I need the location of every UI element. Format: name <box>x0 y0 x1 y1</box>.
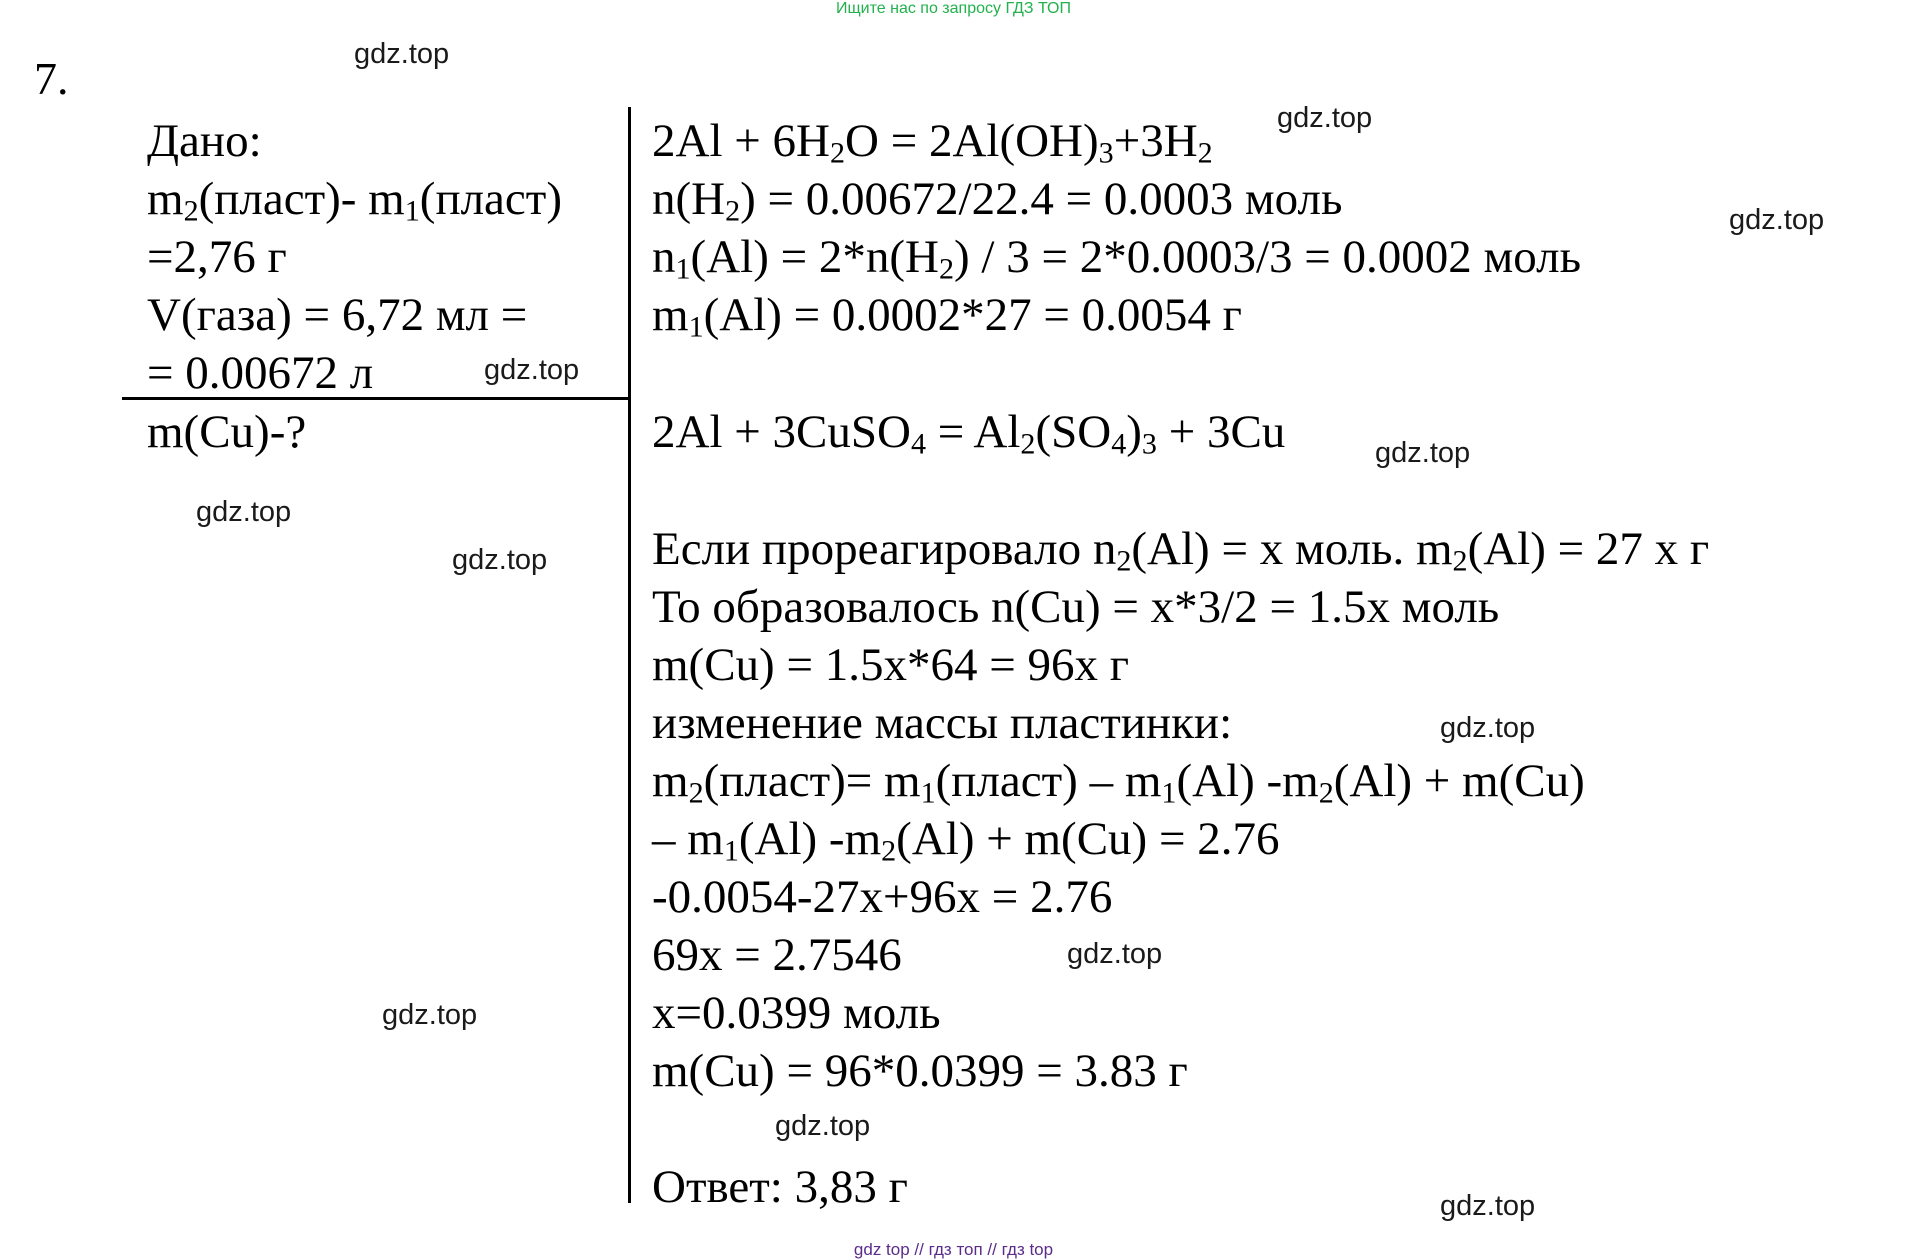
given-gas-volume-l: = 0.00672 л <box>147 347 374 399</box>
watermark: gdz.top <box>484 354 580 386</box>
watermark: gdz.top <box>354 38 450 70</box>
find-label: m(Cu)-? <box>147 406 307 458</box>
watermark: gdz.top <box>382 999 478 1031</box>
mass-change-label: изменение массы пластинки: <box>652 697 1233 749</box>
given-mass-value: =2,76 г <box>147 231 287 283</box>
n-h2-line: $n(H_2) = 0.00672/22.4 = 0.0003$ моль <box>652 173 1343 228</box>
footer-links[interactable]: gdz top // гдз топ // гдз top <box>853 1240 1054 1259</box>
m-cu-line: m(Cu) = 1.5x*64 = 96x г <box>652 639 1129 691</box>
top-banner[interactable]: Ищите нас по запросу ГДЗ ТОП <box>836 0 1071 17</box>
result-line: m(Cu) = 96*0.0399 = 3.83 г <box>652 1045 1188 1097</box>
formed-line: То образовалось n(Cu) = x*3/2 = 1.5x моль <box>652 581 1500 633</box>
equation-1: $2Al + 6H_2O = 2Al(OH)_3+3H_2$ <box>652 115 1213 170</box>
simplified-equation: 69x = 2.7546 <box>652 929 902 981</box>
given-gas-volume: V(газа) = 6,72 мл = <box>147 289 528 341</box>
linear-equation: -0.0054-27x+96x = 2.76 <box>652 871 1113 923</box>
x-value: x=0.0399 моль <box>652 987 941 1039</box>
watermark: gdz.top <box>1277 102 1373 134</box>
watermark: gdz.top <box>196 496 292 528</box>
n1-al-line: $n_1(Al) = 2*n(H_2) / 3 = 2*0.0003/3 = 0.0002$ моль <box>652 231 1582 286</box>
m1-al-line: $m_1(Al) = 0.0002*27 = 0.0054$ г <box>652 289 1242 344</box>
answer: Ответ: 3,83 г <box>652 1161 908 1213</box>
plate-mass-line: $m_2(пласт)=$ $m_1(пласт) - m_1(Al) -m_2(Al) + m(Cu)$ <box>652 755 1585 810</box>
watermark: gdz.top <box>1440 712 1536 744</box>
watermark: gdz.top <box>1729 204 1825 236</box>
given-title: Дано: <box>147 115 262 167</box>
difference-line: – $m_1(Al) -m_2(Al) + m(Cu) = 2.76$ <box>652 813 1280 868</box>
vertical-divider <box>628 107 631 1203</box>
watermark: gdz.top <box>452 544 548 576</box>
equation-2: 2Al + 3CuSO$_4$ = $Al_2(SO_4)_3 + 3Cu$ <box>652 406 1286 461</box>
given-mass-diff: $m_2(пласт)-$ $m_1(пласт)$ <box>147 173 562 228</box>
reacted-line: Если прореагировало $n_2(Al) = x$ моль. $m_2(Al) = 27$ x г <box>652 523 1710 578</box>
task-number: 7. <box>34 53 69 104</box>
watermark: gdz.top <box>1440 1190 1536 1222</box>
watermark: gdz.top <box>1067 938 1163 970</box>
watermark: gdz.top <box>775 1110 871 1142</box>
watermark: gdz.top <box>1375 437 1471 469</box>
